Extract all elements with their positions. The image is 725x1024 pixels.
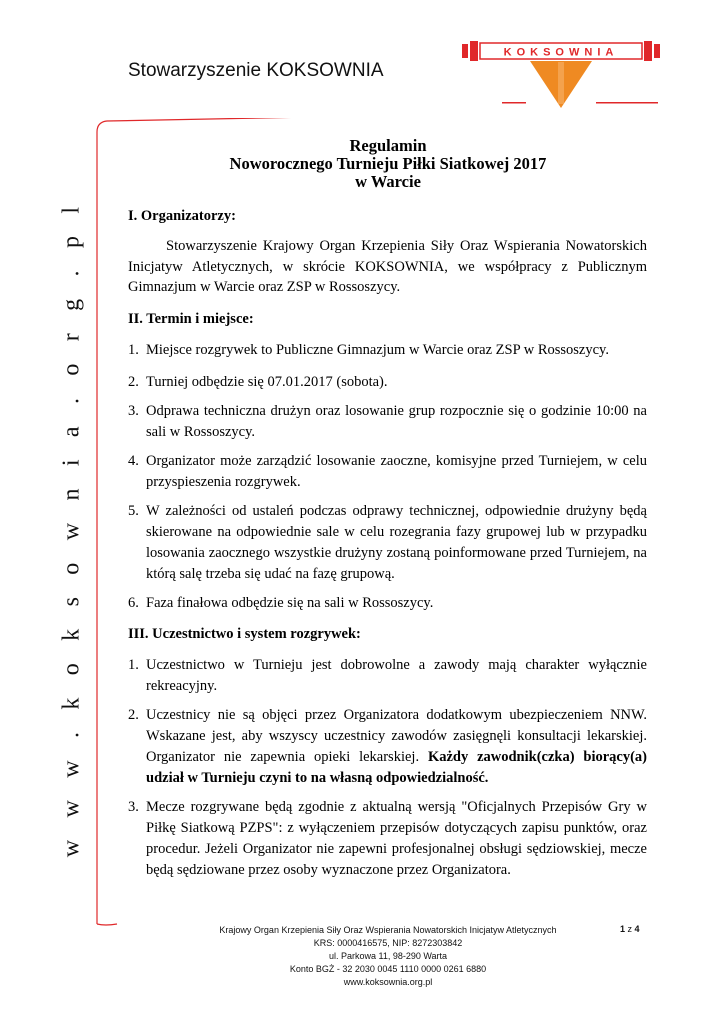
list-item: 1. Miejsce rozgrywek to Publiczne Gimnazjum w Warcie oraz ZSP w Rossoszycy. [128, 342, 609, 358]
list-item: 1. Uczestnictwo w Turnieju jest dobrowolne a zawody mają charakter wyłącznie rekreacyjny. [128, 657, 647, 694]
list-item: 6. Faza finałowa odbędzie się na sali w Rossoszycy. [128, 595, 434, 611]
list-item: 3. Odprawa techniczna drużyn oraz losowanie grup rozpocznie się o godzinie 10:00 na sali w Rossoszycy. [128, 403, 647, 440]
section-heading-organizers: I. Organizatorzy: [128, 208, 236, 224]
section-heading-date-place: II. Termin i miejsce: [128, 311, 254, 327]
svg-text:KOKSOWNIA: KOKSOWNIA [503, 46, 619, 59]
list-item: 3. Mecze rozgrywane będą zgodnie z aktualną wersją "Oficjalnych Przepisów Gry w Piłkę Siatkową PZPS": z wyłączeniem przepisów dotyczących zapisu punktów, oraz procedur. Jeżeli Organizator nie zapewni profesjonalnej obsługi sędziowskiej, mecze będą sędziowane przez osoby wyznaczone przez Organizatora. [128, 799, 647, 878]
list-item: 5. W zależności od ustaleń podczas odprawy technicznej, odpowiednie drużyny będą skierowane na odpowiednie sale w celu rozegrania fazy grupowej lub w przypadku losowania zaocznego wszystkie drużyny zostaną poinformowane przed Turniejem, na którą salę trzeba się udać na fazę grupową. [128, 503, 647, 582]
document-title-line1: Regulamin [349, 136, 427, 155]
footer-contact: Krajowy Organ Krzepienia Siły Oraz Wspierania Nowatorskich Inicjatyw Atletycznych KRS: 0000416575, NIP: 8272303842 ul. Parkowa 11, 98-290 Warta Konto BGŻ - 32 2030 0045 1110 0000 0261 6880 www.koksownia.org.pl [219, 925, 557, 987]
document-title-line3: w Warcie [355, 172, 421, 191]
koksownia-logo [462, 34, 660, 114]
section-heading-participation: III. Uczestnictwo i system rozgrywek: [128, 626, 361, 642]
organizers-paragraph: Stowarzyszenie Krajowy Organ Krzepienia Siły Oraz Wspierania Nowatorskich Inicjatyw Atletycznych, w skrócie KOKSOWNIA, we współpracy z Publicznym Gimnazjum w Warcie oraz ZSP w Rossoszycy. [128, 238, 647, 295]
page-number: 1 z 4 [620, 924, 640, 934]
organization-name: Stowarzyszenie KOKSOWNIA [128, 60, 384, 81]
list-item: 4. Organizator może zarządzić losowanie zaoczne, komisyjne przed Turniejem, w celu przyspieszenia rozgrywek. [128, 453, 647, 490]
vertical-website-url: w w w . k o k s o w n i a . o r g . p l [58, 198, 85, 858]
list-item: 2. Turniej odbędzie się 07.01.2017 (sobota). [128, 374, 388, 390]
document-title-line2: Noworocznego Turnieju Piłki Siatkowej 2017 [229, 154, 547, 173]
list-item: 2. Uczestnicy nie są objęci przez Organizatora dodatkowym ubezpieczeniem NNW. Wskazane jest, aby wszyscy uczestnicy zawodów zasięgnęli konsultacji lekarskiej. Organizator nie zapewnia opieki lekarskiej. Każdy zawodnik(czka) biorący(a) udział w Turnieju czyni to na własną odpowiedzialność. [128, 707, 648, 786]
